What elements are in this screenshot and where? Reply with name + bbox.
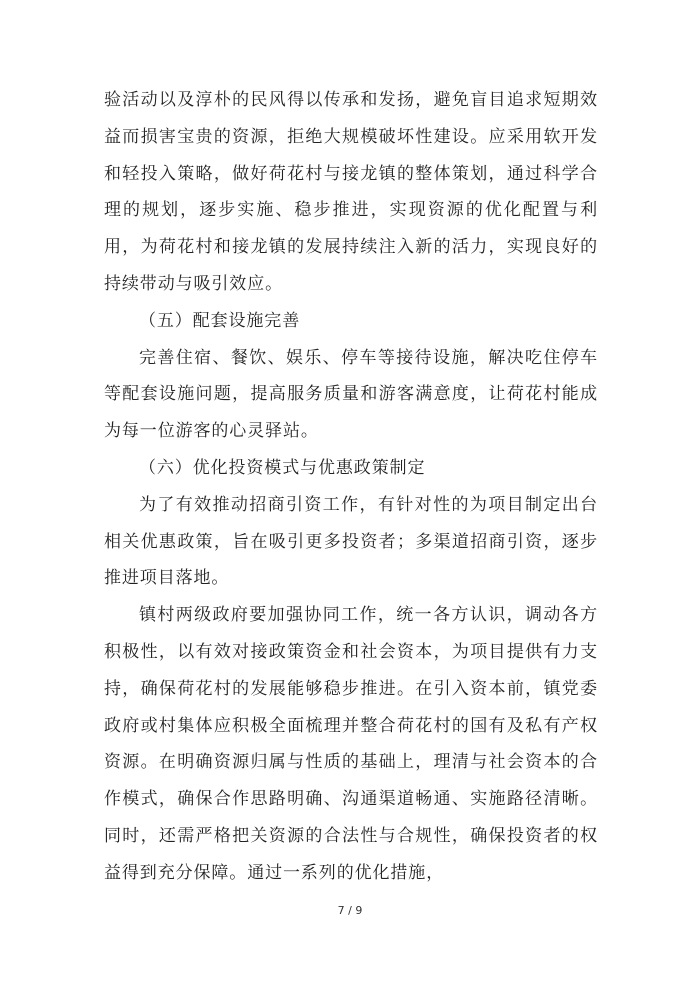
paragraph-government-coordination: 镇村两级政府要加强协同工作，统一各方认识，调动各方积极性，以有效对接政策资金和社会资本，为项目提供有力支持，确保荷花村的发展能够稳步推进。在引入资本前，镇党委政府或村集体应积极全面梳理并整合荷花村的国有及私有产权资源。在明确资源归属与性质的基础上，理清与社会资本的合作模式，确保合作思路明确、沟通渠道畅通、实施路径清晰。同时，还需严格把关资源的合法性与合规性，确保投资者的权益得到充分保障。通过一系列的优化措施， [104, 605, 598, 883]
document-body [104, 82, 598, 892]
section-heading-five: （五）配套设施完善 [139, 310, 301, 331]
section-heading-six: （六）优化投资模式与优惠政策制定 [139, 457, 426, 478]
paragraph-investment-policy: 为了有效推动招商引资工作，有针对性的为项目制定出台相关优惠政策，旨在吸引更多投资者；多渠道招商引资，逐步推进项目落地。 [104, 494, 598, 589]
page-number: 7 / 9 [337, 904, 363, 917]
paragraph-facilities: 完善住宿、餐饮、娱乐、停车等接待设施，解决吃住停车等配套设施问题，提高服务质量和游客满意度，让荷花村能成为每一位游客的心灵驿站。 [104, 347, 598, 442]
paragraph-continuation: 验活动以及淳朴的民风得以传承和发扬，避免盲目追求短期效益而损害宝贵的资源，拒绝大规模破坏性建设。应采用软开发和轻投入策略，做好荷花村与接龙镇的整体策划，通过科学合理的规划，逐步实施、稳步推进，实现资源的优化配置与利用，为荷花村和接龙镇的发展持续注入新的活力，实现良好的持续带动与吸引效应。 [104, 90, 598, 294]
